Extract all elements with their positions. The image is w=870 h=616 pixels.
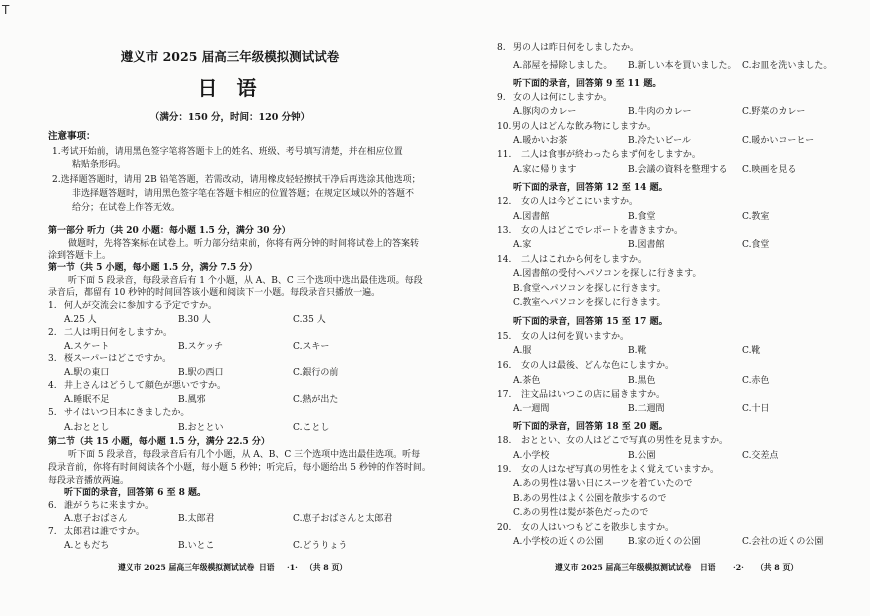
q19-text: 女の人はなぜ写真の男性をよく覚えていますか。 (521, 465, 720, 475)
q4-option-c: C.熱が出た (293, 395, 339, 405)
q13-number: 13. (497, 226, 512, 236)
footer-exam-title: 遵义市 2025 届高三年级模拟测试试卷 (555, 563, 692, 572)
q17-option-c: C.十日 (742, 404, 770, 414)
q18-number: 18. (497, 436, 512, 446)
q1-option-a: A.25 人 (64, 315, 97, 325)
group-heading-15-17: 听下面的录音，回答第 15 至 17 题。 (513, 317, 668, 327)
q1-text: 何人が交流会に参加する予定ですか。 (64, 301, 218, 311)
q14-option-a: A.図書館の受付へパソコンを探しに行きます。 (513, 269, 702, 279)
q5-option-b: B.おととい (178, 423, 224, 433)
footer-exam-title: 遵义市 2025 届高三年级模拟测试试卷 (118, 563, 255, 572)
group-heading-9-11: 听下面的录音，回答第 9 至 11 题。 (513, 79, 662, 89)
q9-option-a: A.豚肉のカレー (513, 107, 577, 117)
q11-number: 11. (497, 150, 512, 160)
q15-text: 女の人は何を買いますか。 (521, 332, 630, 342)
section2-instruction: 每段录音播放两遍。 (48, 476, 130, 486)
part1-instruction: 做题时，先将答案标在试卷上。听力部分结束前，你将有两分钟的时间将试卷上的答案转 (68, 239, 420, 249)
notice-line: 非选择题答题时，请用黑色签字笔在答题卡相应的位置答题；在规定区域以外的答题不 (72, 189, 415, 199)
footer-subject: 日语 (700, 563, 716, 572)
q3-number: 3. (48, 354, 57, 364)
q13-text: 女の人はどこでレポートを書きますか。 (521, 226, 684, 236)
q17-option-a: A.一週間 (513, 404, 550, 414)
q7-text: 太郎君は誰ですか。 (64, 527, 146, 537)
q1-number: 1. (48, 301, 57, 311)
q2-text: 二人は明日何をしますか。 (64, 328, 173, 338)
group-heading-12-14: 听下面的录音，回答第 12 至 14 题。 (513, 183, 668, 193)
corner-mark: T (2, 3, 10, 17)
q20-option-c: C.会社の近くの公園 (742, 537, 824, 547)
q15-option-b: B.靴 (628, 346, 647, 356)
section2-heading: 第二节（共 15 小题，每小题 1.5 分，满分 22.5 分） (48, 437, 270, 447)
q3-option-a: A.駅の東口 (64, 368, 110, 378)
q4-option-a: A.睡眠不足 (64, 395, 110, 405)
q19-option-a: A.あの男性は暑い日にスーツを着ていたので (513, 479, 693, 489)
q20-option-a: A.小学校の近くの公園 (513, 537, 604, 547)
footer-subject: 日语 (259, 563, 275, 572)
q8-option-c: C.お皿を洗いました。 (742, 61, 833, 71)
q11-option-c: C.映画を見る (742, 165, 797, 175)
exam-title: 遵义市 2025 届高三年级模拟测试试卷 (120, 49, 340, 64)
part1-heading: 第一部分 听力（共 20 小题：每小题 1.5 分，满分 30 分） (48, 226, 291, 236)
q8-option-a: A.部屋を掃除しました。 (513, 61, 613, 71)
section1-instruction: 听下面 5 段录音，每段录音后有 1 个小题，从 A、B、C 三个选项中选出最佳选项。每段 (68, 276, 423, 286)
q1-option-b: B.30 人 (178, 315, 211, 325)
q2-number: 2. (48, 328, 57, 338)
notice-line: 粘贴条形码。 (72, 160, 127, 170)
q5-text: サイはいつ日本にきましたか。 (64, 408, 190, 418)
q16-text: 女の人は最後、どんな色にしますか。 (521, 361, 675, 371)
q13-option-b: B.図書館 (628, 240, 665, 250)
score-time: （满分：150 分，时间：120 分钟） (149, 112, 311, 123)
group-heading-6-8: 听下面的录音，回答第 6 至 8 题。 (64, 488, 207, 498)
q14-option-b: B.食堂へパソコンを探しに行きます。 (513, 284, 666, 294)
q6-option-a: A.恵子おばさん (64, 514, 128, 524)
q4-option-b: B.風邪 (178, 395, 206, 405)
q11-option-b: B.会議の資料を整理する (628, 165, 728, 175)
footer-page-number: ·1· (287, 563, 298, 572)
q10-option-b: B.冷たいビール (628, 136, 691, 146)
q16-option-b: B.黒色 (628, 376, 656, 386)
q1-option-c: C.35 人 (293, 315, 326, 325)
q9-option-c: C.野菜のカレー (742, 107, 806, 117)
q20-number: 20. (497, 523, 512, 533)
footer-total-pages: （共 8 页） (756, 563, 799, 572)
q7-option-b: B.いとこ (178, 541, 215, 551)
q11-option-a: A.家に帰ります (513, 165, 577, 175)
section1-heading: 第一节（共 5 小题，每小题 1.5 分，满分 7.5 分） (48, 263, 258, 273)
q19-option-b: B.あの男性はよく公園を散歩するので (513, 494, 667, 504)
q12-option-b: B.食堂 (628, 212, 656, 222)
q3-text: 桜スーパーはどこですか。 (64, 354, 172, 364)
q4-number: 4. (48, 381, 57, 391)
section2-instruction: 听下面 5 段录音，每段录音后有几个小题，从 A、B、C 三个选项中选出最佳选项。听每 (68, 450, 421, 460)
section1-instruction: 录音后，都留有 10 秒钟的时间回答该小题和阅读下一小题。每段录音只播放一遍。 (48, 288, 381, 298)
q8-text: 男の人は昨日何をしましたか。 (513, 43, 640, 53)
section2-instruction: 段录音前，你将有时间阅读各个小题，每小题 5 秒钟；听完后，每小题给出 5 秒钟的作答时间。 (48, 463, 431, 473)
q12-option-c: C.教室 (742, 212, 770, 222)
q15-option-a: A.服 (513, 346, 532, 356)
q10-number: 10. (497, 122, 512, 132)
q7-number: 7. (48, 527, 57, 537)
q13-option-c: C.食堂 (742, 240, 770, 250)
q15-number: 15. (497, 332, 512, 342)
q20-option-b: B.家の近くの公園 (628, 537, 701, 547)
footer-page-number: ·2· (733, 563, 744, 572)
q12-text: 女の人は今どこにいますか。 (521, 197, 639, 207)
q18-text: おととい、女の人はどこで写真の男性を見ますか。 (521, 436, 729, 446)
q17-number: 17. (497, 390, 512, 400)
q12-option-a: A.図書館 (513, 212, 550, 222)
q8-number: 8. (497, 43, 506, 53)
footer-total-pages: （共 8 页） (305, 563, 348, 572)
q10-option-a: A.暖かいお茶 (513, 136, 568, 146)
q8-option-b: B.新しい本を買いました。 (628, 61, 737, 71)
q9-option-b: B.牛肉のカレー (628, 107, 692, 117)
q2-option-c: C.スキー (293, 342, 330, 352)
q6-option-b: B.太郎君 (178, 514, 215, 524)
q2-option-b: B.スケッチ (178, 342, 224, 352)
q16-option-a: A.茶色 (513, 376, 541, 386)
q9-number: 9. (497, 93, 506, 103)
q14-option-c: C.教室へパソコンを探しに行きます。 (513, 298, 666, 308)
notice-line: 2.选择题答题时，请用 2B 铅笔答题，若需改动，请用橡皮轻轻擦拭干净后再选涂其他选项； (52, 175, 421, 185)
q6-number: 6. (48, 501, 57, 511)
q12-number: 12. (497, 197, 512, 207)
q17-option-b: B.二週間 (628, 404, 665, 414)
q2-option-a: A.スケート (64, 342, 110, 352)
q6-option-c: C.恵子おばさんと太郎君 (293, 514, 393, 524)
q6-text: 誰がうちに来ますか。 (64, 501, 155, 511)
group-heading-18-20: 听下面的录音，回答第 18 至 20 题。 (513, 422, 668, 432)
q3-option-c: C.銀行の前 (293, 368, 339, 378)
q17-text: 注文品はいつこの店に届きますか。 (521, 390, 666, 400)
q19-option-c: C.あの男性は髪が茶色だったので (513, 508, 649, 518)
q14-text: 二人はこれから何をしますか。 (521, 255, 648, 265)
part1-instruction: 涂到答题卡上。 (48, 251, 112, 261)
q5-number: 5. (48, 408, 57, 418)
q10-option-c: C.暖かいコーヒー (742, 136, 815, 146)
q4-text: 井上さんはどうして顔色が悪いですか。 (64, 381, 227, 391)
q16-number: 16. (497, 361, 512, 371)
q19-number: 19. (497, 465, 512, 475)
q18-option-b: B.公園 (628, 451, 656, 461)
q7-option-c: C.どうりょう (293, 541, 348, 551)
notice-line: 给分；在试卷上作答无效。 (72, 203, 181, 213)
q5-option-a: A.おととし (64, 423, 110, 433)
q11-text: 二人は食事が終わったらまず何をしますか。 (521, 150, 701, 160)
q9-text: 女の人は何にしますか。 (513, 93, 613, 103)
subject-title: 日 语 (197, 76, 263, 100)
q13-option-a: A.家 (513, 240, 532, 250)
q7-option-a: A.ともだち (64, 541, 110, 551)
notice-heading: 注意事项： (48, 131, 96, 142)
q15-option-c: C.靴 (742, 346, 761, 356)
q14-number: 14. (497, 255, 512, 265)
q18-option-a: A.小学校 (513, 451, 550, 461)
q3-option-b: B.駅の西口 (178, 368, 224, 378)
q20-text: 女の人はいつもどこを散歩しますか。 (521, 523, 675, 533)
q5-option-c: C.ことし (293, 423, 330, 433)
q18-option-c: C.交差点 (742, 451, 779, 461)
notice-line: 1.考试开始前，请用黑色签字笔将答题卡上的姓名、班级、考号填写清楚，并在相应位置 (52, 147, 403, 157)
q10-text: 男の人はどんな飲み物にしますか。 (512, 122, 657, 132)
q16-option-c: C.赤色 (742, 376, 770, 386)
